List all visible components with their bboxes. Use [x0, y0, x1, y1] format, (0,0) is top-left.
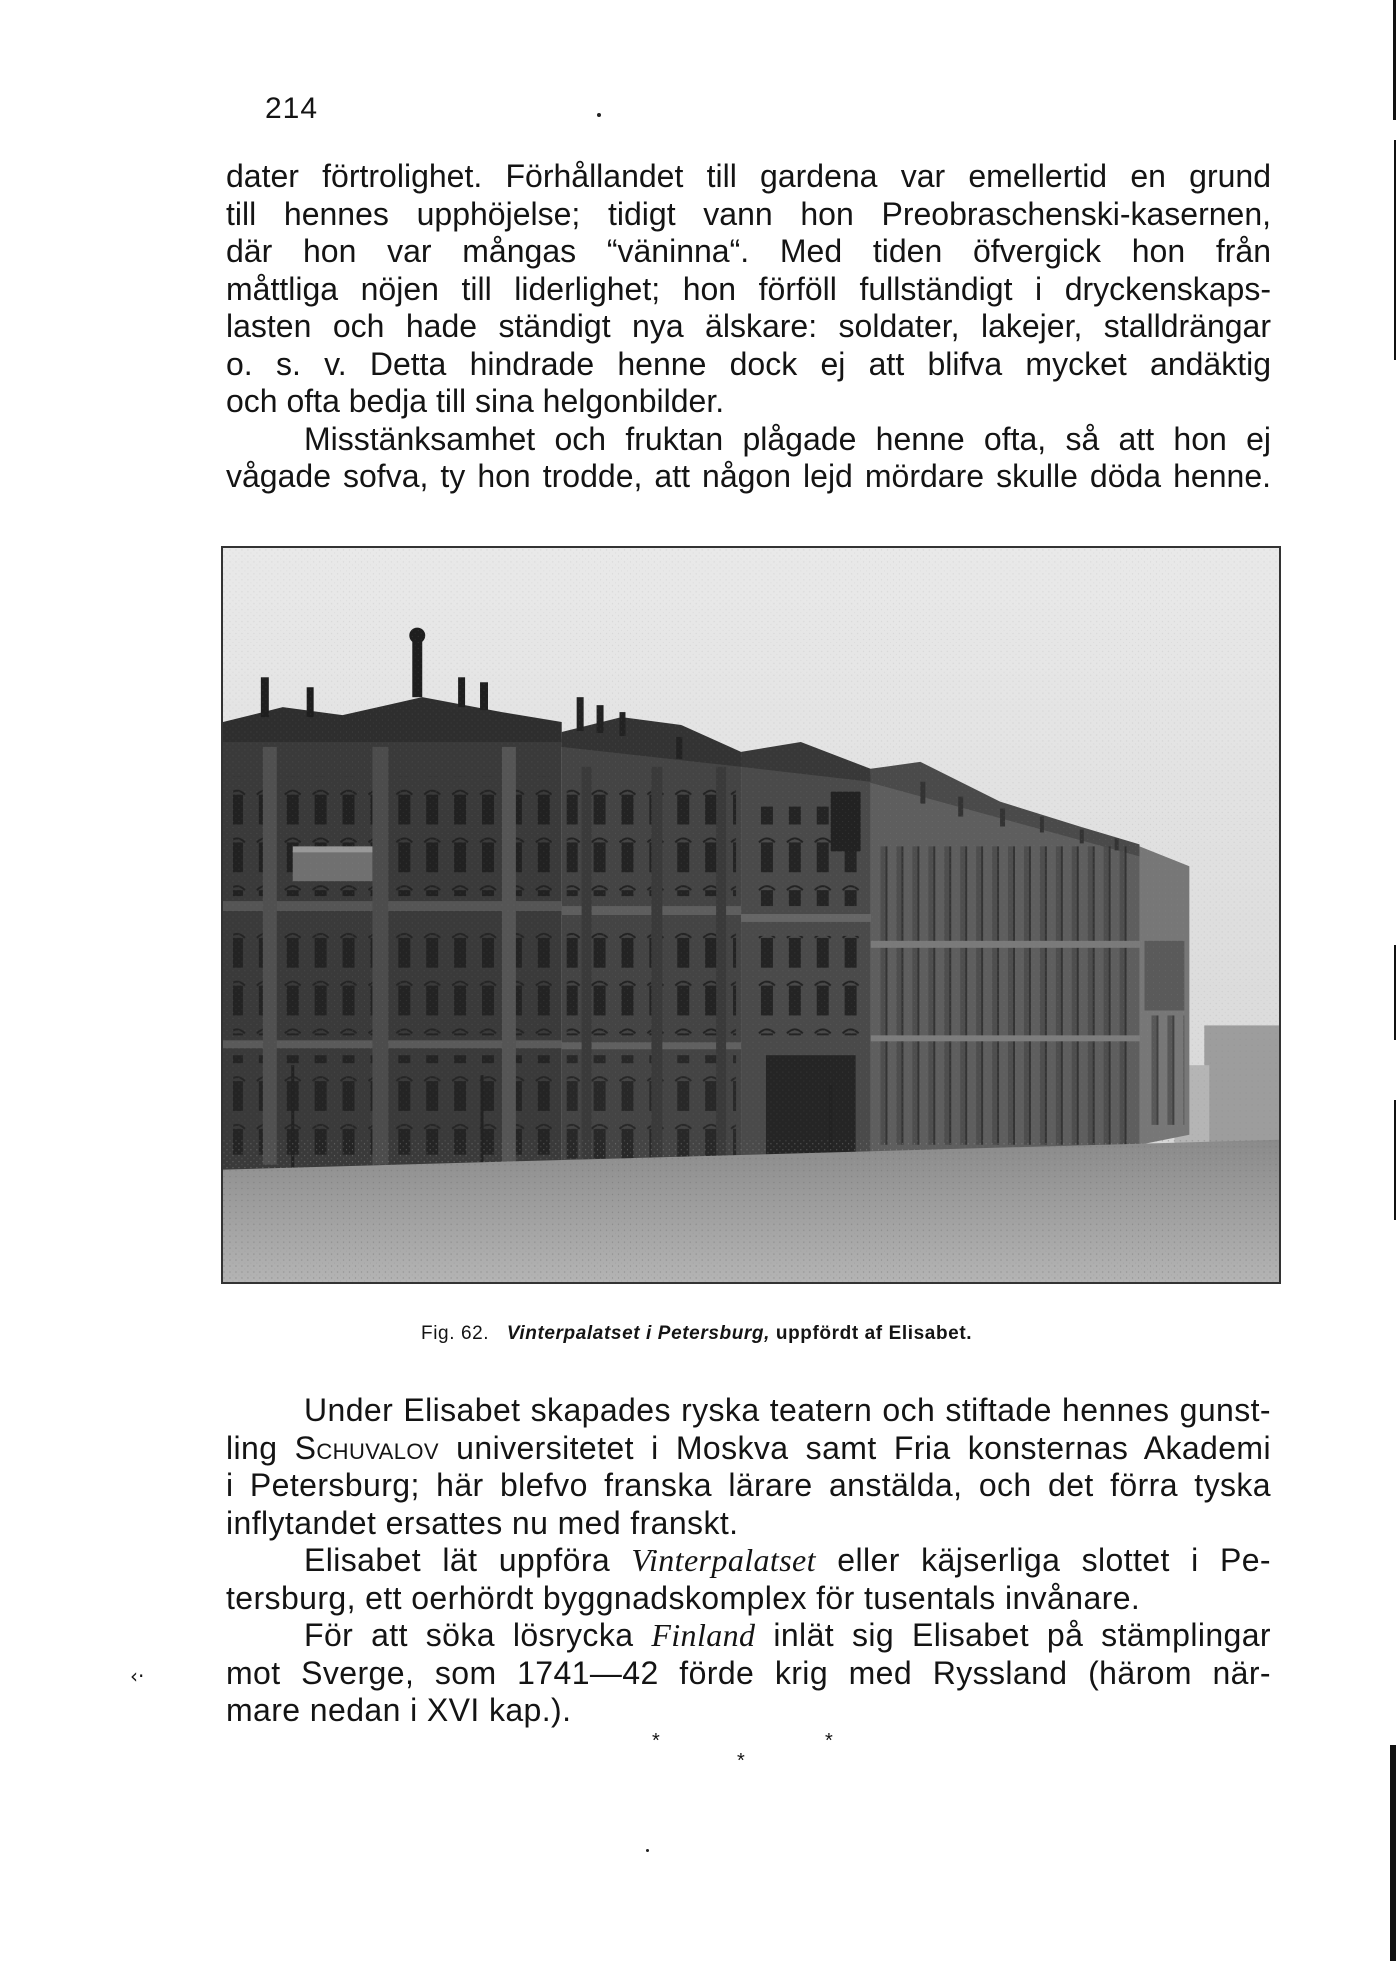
scan-edge [1394, 945, 1396, 1040]
text-line: till hennes upphöjelse; tidigt vann hon Preobraschenski-kasernen, [226, 195, 1271, 232]
figure-caption-rest: uppfördt af Elisabet. [775, 1323, 973, 1344]
bottom-text-block [226, 1392, 1271, 1730]
text-fragment: Elisabet lät uppföra [304, 1542, 632, 1578]
winter-palace-photograph [221, 546, 1281, 1284]
text-line: inflytandet ersattes nu med franskt. [226, 1504, 739, 1541]
text-line: i Petersburg; här blefvo franska lärare anstälda, och det förra tyska [226, 1467, 1271, 1503]
text-line: o. s. v. Detta hindrade henne dock ej att blifva mycket andäktig [226, 345, 1271, 382]
italic-vinterpalatset: Vinterpalatset [631, 1542, 816, 1578]
figure-title: Vinterpalatset i Petersburg, [506, 1323, 770, 1344]
text-line: där hon var mångas “väninna“. Med tiden öfvergick hon från [226, 233, 1271, 269]
scan-edge [1393, 0, 1396, 120]
print-speck [597, 113, 601, 117]
paragraph-2 [226, 421, 1271, 496]
top-text-block [226, 158, 1271, 496]
text-fragment: eller käjserliga slottet i Pe- [815, 1542, 1271, 1578]
text-fragment: För att söka lösrycka [304, 1617, 652, 1653]
print-speck [646, 1849, 649, 1852]
text-fragment: ling [226, 1429, 295, 1466]
text-line: Misstänksamhet och fruktan plågade henne ofta, så att hon ej [304, 420, 1271, 457]
paragraph-4 [226, 1542, 1271, 1617]
paragraph-3 [226, 1392, 1271, 1542]
text-line: dater förtrolighet. Förhållandet till gardena var emellertid en grund [226, 158, 1271, 194]
text-fragment: universitetet i Moskva samt Fria konsternas Akademi [438, 1429, 1271, 1466]
text-line: och ofta bedja till sina helgonbilder. [226, 383, 725, 419]
text-line [226, 1542, 1271, 1580]
text-line: tersburg, ett oerhördt byggnadskomplex för tusentals invånare. [226, 1579, 1141, 1616]
text-line: vågade sofva, ty hon trodde, att någon lejd mördare skulle döda henne. [226, 458, 1271, 494]
text-line: Under Elisabet skapades ryska teatern och stiftade hennes gunst- [304, 1392, 1271, 1428]
italic-finland: Finland [651, 1617, 756, 1653]
page-number: 214 [265, 92, 319, 125]
text-line: mot Sverge, som 1741—42 förde krig med Ryssland (härom när- [226, 1654, 1271, 1691]
palace-illustration [223, 548, 1279, 1282]
text-line: måttliga nöjen till liderlighet; hon förföll fullständigt i dryckenskaps- [226, 270, 1271, 307]
text-line: mare nedan i XVI kap.). [226, 1692, 572, 1728]
section-break-asterisk: * [737, 1750, 745, 1772]
text-line [226, 1617, 1271, 1655]
figure-caption [421, 1323, 972, 1345]
section-break-asterisk: * [825, 1730, 833, 1752]
text-line [226, 1430, 1271, 1468]
text-line: lasten och hade ständigt nya älskare: soldater, lakejer, stalldrängar [226, 308, 1271, 344]
margin-mark: ‹· [130, 1664, 145, 1688]
scan-edge [1394, 140, 1396, 360]
figure-label: Fig. 62. [421, 1323, 490, 1344]
section-break-asterisk: * [652, 1730, 660, 1752]
scan-edge [1390, 1745, 1396, 1961]
paragraph-1 [226, 158, 1271, 421]
scan-edge [1394, 1100, 1396, 1220]
person-name-schuvalov: Schuvalov [294, 1429, 439, 1466]
paragraph-5 [226, 1617, 1271, 1730]
text-fragment: inlät sig Elisabet på stämplingar [755, 1617, 1271, 1653]
